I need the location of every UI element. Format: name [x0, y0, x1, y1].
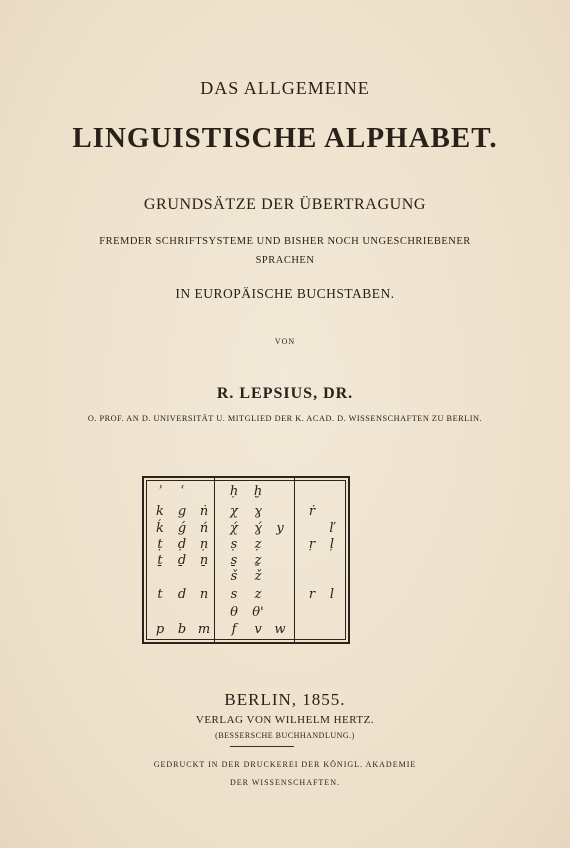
alphabet-letter: ʿ	[180, 484, 184, 499]
alphabet-letter: ẕ	[254, 553, 262, 568]
alphabet-letter: g	[177, 504, 187, 519]
alphabet-letter: ṇ	[199, 537, 209, 552]
alphabet-letter: ḥ	[229, 484, 239, 499]
alphabet-letter: ṣ	[230, 537, 238, 552]
alphabet-letter: p	[155, 622, 165, 637]
author-name: R. LEPSIUS, DR.	[216, 385, 354, 402]
alphabet-letter: ṛ	[308, 537, 316, 552]
alphabet-letter: w	[274, 622, 286, 637]
alphabet-letter: ɣ	[254, 504, 262, 519]
alphabet-letter: ṅ	[199, 504, 209, 519]
alphabet-letter: t	[157, 587, 163, 602]
subtitle-line-3: SPRACHEN	[255, 255, 315, 266]
alphabet-letter: ɣ́	[254, 521, 262, 536]
title-line-1: DAS ALLGEMEINE	[200, 78, 370, 98]
alphabet-letter: k	[156, 504, 164, 519]
alphabet-letter: ḏ	[177, 553, 187, 568]
alphabet-letter: ž	[254, 569, 262, 584]
alphabet-letter: l	[329, 587, 335, 602]
alphabet-letter: š	[230, 569, 238, 584]
table-divider	[294, 478, 295, 642]
alphabet-letter: r	[308, 587, 316, 602]
imprint-printer-line-1: GEDRUCKT IN DER DRUCKEREI DER KÖNIGL. AKADEMIE	[153, 760, 417, 769]
separator-rule	[230, 746, 294, 747]
alphabet-letter: ḱ	[156, 521, 164, 536]
alphabet-letter: θ	[230, 605, 238, 620]
alphabet-letter: y	[276, 521, 284, 536]
imprint-printer-line-2: DER WISSENSCHAFTEN.	[230, 778, 340, 787]
alphabet-letter: ṯ	[157, 553, 163, 568]
alphabet-letter: f	[231, 622, 237, 637]
alphabet-letter: ǵ	[177, 521, 187, 536]
author-affiliation: O. PROF. AN D. UNIVERSITÄT U. MITGLIED DER K. ACAD. D. WISSENSCHAFTEN ZU BERLIN.	[87, 414, 483, 423]
alphabet-letter: ḍ	[177, 537, 187, 552]
alphabet-letter: ʾ	[158, 484, 162, 499]
alphabet-letter: ń	[199, 521, 209, 536]
alphabet-letter: s	[230, 587, 238, 602]
alphabet-letter: v	[254, 622, 262, 637]
subtitle-line-2: FREMDER SCHRIFTSYSTEME UND BISHER NOCH UNGESCHRIEBENER	[99, 236, 471, 247]
imprint-bookshop: (BESSERSCHE BUCHHANDLUNG.)	[215, 731, 355, 740]
alphabet-letter: b	[177, 622, 187, 637]
alphabet-letter: χ́	[230, 521, 238, 536]
alphabet-letter: ṉ	[199, 553, 209, 568]
alphabet-letter: ṭ	[157, 537, 163, 552]
alphabet-letter: χ	[230, 504, 238, 519]
alphabet-letter: m	[197, 622, 211, 637]
imprint-city-year: BERLIN, 1855.	[224, 690, 346, 709]
imprint-publisher: VERLAG VON WILHELM HERTZ.	[195, 714, 375, 726]
alphabet-table	[142, 476, 350, 644]
table-divider	[214, 478, 215, 642]
alphabet-letter: θ'	[252, 605, 264, 620]
subtitle-line-1: GRUNDSÄTZE DER ÜBERTRAGUNG	[143, 196, 427, 213]
alphabet-letter: ľ	[329, 521, 335, 536]
alphabet-letter: ṙ	[308, 504, 316, 519]
alphabet-letter: s̱	[230, 553, 238, 568]
alphabet-letter: ẓ	[254, 537, 262, 552]
author-von: VON	[274, 337, 296, 346]
alphabet-letter: ḷ	[329, 537, 335, 552]
alphabet-letter: n	[199, 587, 209, 602]
alphabet-letter: d	[177, 587, 187, 602]
subtitle-line-4: IN EUROPÄISCHE BUCHSTABEN.	[175, 286, 395, 301]
alphabet-letter: ḫ	[253, 484, 263, 499]
alphabet-letter: z	[254, 587, 262, 602]
title-line-2: LINGUISTISCHE ALPHABET.	[72, 122, 498, 154]
